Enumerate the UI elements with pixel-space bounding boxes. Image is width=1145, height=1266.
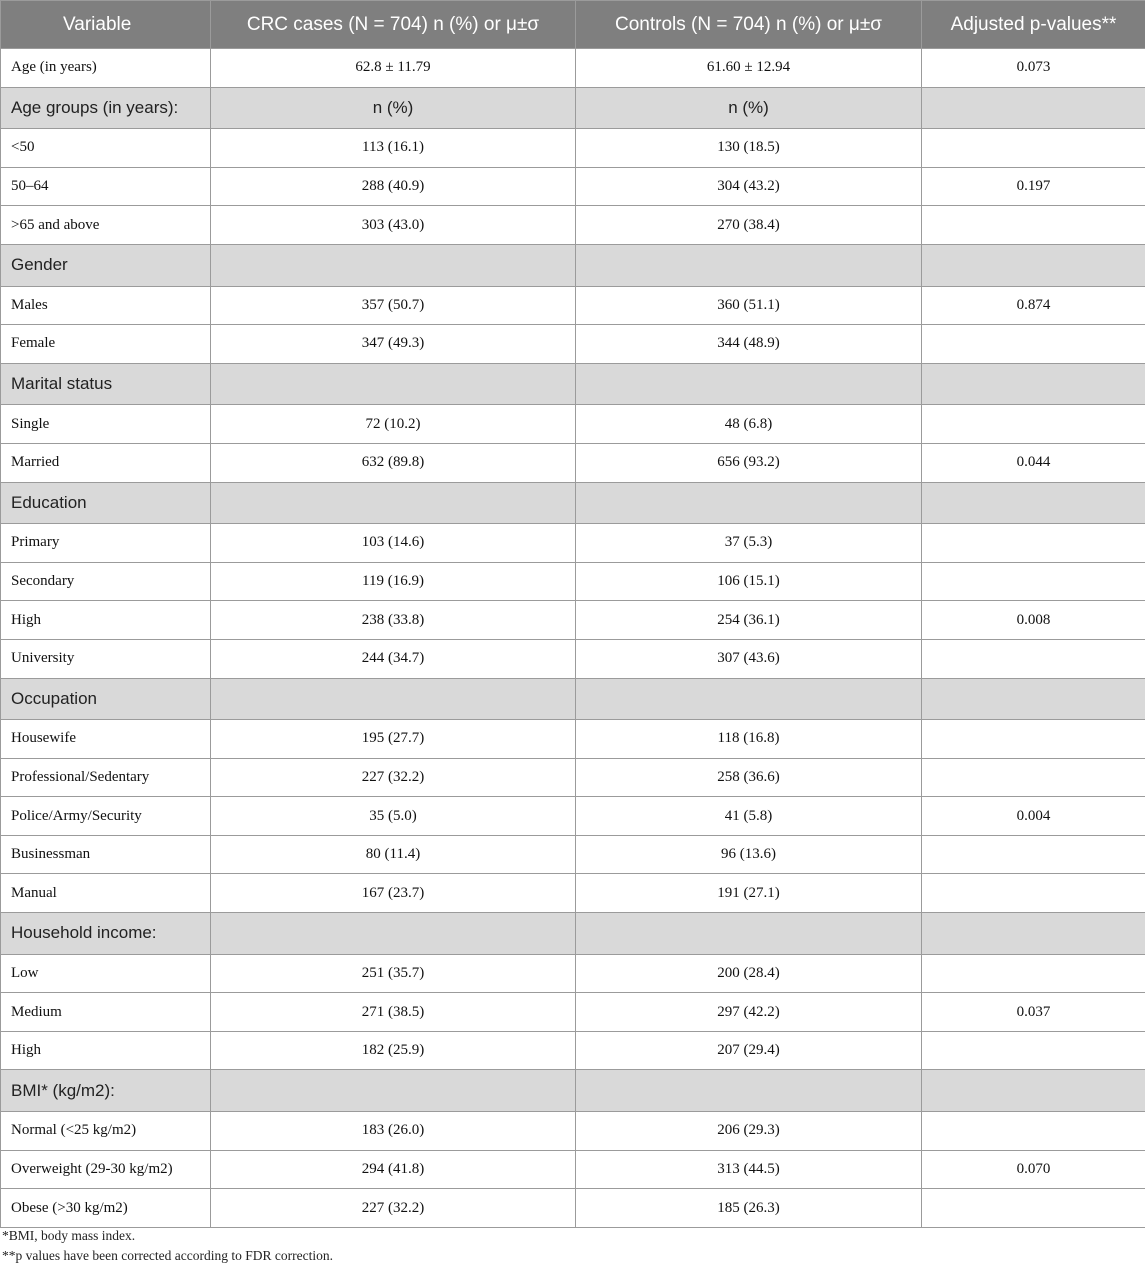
cases-cell: 251 (35.7) [211, 954, 576, 993]
pvalue-cell [922, 524, 1145, 563]
cases-cell: 227 (32.2) [211, 1189, 576, 1228]
controls-cell: 254 (36.1) [576, 601, 922, 640]
label-cell: Occupation [1, 678, 211, 720]
label-cell: Overweight (29-30 kg/m2) [1, 1150, 211, 1189]
label-cell: Males [1, 286, 211, 325]
label-cell: Single [1, 405, 211, 444]
pvalue-cell: 0.073 [922, 49, 1145, 88]
table-row [1, 601, 1145, 640]
table-row [1, 1189, 1145, 1228]
cases-cell: 288 (40.9) [211, 167, 576, 206]
table-body [1, 49, 1145, 1228]
pvalue-cell [922, 363, 1145, 405]
table-row [1, 129, 1145, 168]
table-header [1, 1, 1145, 49]
controls-cell: 37 (5.3) [576, 524, 922, 563]
label-cell: Married [1, 443, 211, 482]
label-cell: High [1, 601, 211, 640]
table-row [1, 49, 1145, 88]
cases-cell: 72 (10.2) [211, 405, 576, 444]
table-row [1, 1150, 1145, 1189]
controls-cell: 307 (43.6) [576, 639, 922, 678]
pvalue-cell [922, 405, 1145, 444]
pvalue-cell [922, 206, 1145, 245]
label-cell: Obese (>30 kg/m2) [1, 1189, 211, 1228]
category-row [1, 482, 1145, 524]
category-row [1, 913, 1145, 955]
controls-cell: 344 (48.9) [576, 325, 922, 364]
table-row [1, 524, 1145, 563]
controls-cell: 360 (51.1) [576, 286, 922, 325]
header-cases: CRC cases (N = 704) n (%) or μ±σ [211, 1, 576, 49]
controls-cell [576, 244, 922, 286]
cases-cell [211, 913, 576, 955]
controls-cell: 48 (6.8) [576, 405, 922, 444]
controls-cell: 185 (26.3) [576, 1189, 922, 1228]
pvalue-cell [922, 87, 1145, 129]
cases-cell: 238 (33.8) [211, 601, 576, 640]
pvalue-cell: 0.004 [922, 797, 1145, 836]
pvalue-cell [922, 562, 1145, 601]
controls-cell [576, 678, 922, 720]
category-row [1, 678, 1145, 720]
cases-cell [211, 1070, 576, 1112]
label-cell: Age (in years) [1, 49, 211, 88]
cases-cell: 182 (25.9) [211, 1031, 576, 1070]
category-row [1, 87, 1145, 129]
pvalue-cell [922, 1189, 1145, 1228]
cases-cell: 195 (27.7) [211, 720, 576, 759]
pvalue-cell: 0.070 [922, 1150, 1145, 1189]
footnote-bmi: *BMI, body mass index. [2, 1228, 136, 1243]
pvalue-cell [922, 678, 1145, 720]
label-cell: Medium [1, 993, 211, 1032]
category-row [1, 244, 1145, 286]
label-cell: <50 [1, 129, 211, 168]
pvalue-cell [922, 720, 1145, 759]
controls-cell: 313 (44.5) [576, 1150, 922, 1189]
cases-cell: 227 (32.2) [211, 758, 576, 797]
label-cell: Household income: [1, 913, 211, 955]
label-cell: Age groups (in years): [1, 87, 211, 129]
controls-cell: n (%) [576, 87, 922, 129]
cases-cell: 632 (89.8) [211, 443, 576, 482]
header-variable: Variable [1, 1, 211, 49]
label-cell: Marital status [1, 363, 211, 405]
pvalue-cell [922, 835, 1145, 874]
pvalue-cell [922, 129, 1145, 168]
cases-cell: 35 (5.0) [211, 797, 576, 836]
cases-cell: 113 (16.1) [211, 129, 576, 168]
label-cell: BMI* (kg/m2): [1, 1070, 211, 1112]
cases-cell: 183 (26.0) [211, 1112, 576, 1151]
table-row [1, 758, 1145, 797]
controls-cell: 656 (93.2) [576, 443, 922, 482]
controls-cell [576, 913, 922, 955]
controls-cell: 258 (36.6) [576, 758, 922, 797]
pvalue-cell: 0.874 [922, 286, 1145, 325]
pvalue-cell: 0.044 [922, 443, 1145, 482]
table-row [1, 286, 1145, 325]
table-row [1, 993, 1145, 1032]
table-row [1, 720, 1145, 759]
cases-cell: 80 (11.4) [211, 835, 576, 874]
header-pvalue: Adjusted p-values** [922, 1, 1145, 49]
table-row [1, 954, 1145, 993]
label-cell: Housewife [1, 720, 211, 759]
pvalue-cell [922, 1070, 1145, 1112]
table-row [1, 443, 1145, 482]
pvalue-cell [922, 244, 1145, 286]
label-cell: Professional/Sedentary [1, 758, 211, 797]
controls-cell: 41 (5.8) [576, 797, 922, 836]
cases-cell: 62.8 ± 11.79 [211, 49, 576, 88]
label-cell: Police/Army/Security [1, 797, 211, 836]
pvalue-cell: 0.197 [922, 167, 1145, 206]
controls-cell: 206 (29.3) [576, 1112, 922, 1151]
label-cell: Low [1, 954, 211, 993]
cases-cell: n (%) [211, 87, 576, 129]
table-row [1, 167, 1145, 206]
controls-cell [576, 1070, 922, 1112]
footnotes [2, 1226, 333, 1266]
controls-cell: 270 (38.4) [576, 206, 922, 245]
category-row [1, 1070, 1145, 1112]
label-cell: Female [1, 325, 211, 364]
cases-cell: 103 (14.6) [211, 524, 576, 563]
pvalue-cell [922, 482, 1145, 524]
pvalue-cell: 0.008 [922, 601, 1145, 640]
table-row [1, 1031, 1145, 1070]
controls-cell: 207 (29.4) [576, 1031, 922, 1070]
cases-cell [211, 363, 576, 405]
pvalue-cell: 0.037 [922, 993, 1145, 1032]
controls-cell: 106 (15.1) [576, 562, 922, 601]
label-cell: Education [1, 482, 211, 524]
table-row [1, 405, 1145, 444]
label-cell: University [1, 639, 211, 678]
controls-cell: 200 (28.4) [576, 954, 922, 993]
controls-cell: 61.60 ± 12.94 [576, 49, 922, 88]
label-cell: >65 and above [1, 206, 211, 245]
controls-cell: 130 (18.5) [576, 129, 922, 168]
pvalue-cell [922, 1031, 1145, 1070]
table-row [1, 835, 1145, 874]
pvalue-cell [922, 639, 1145, 678]
label-cell: Gender [1, 244, 211, 286]
table-row [1, 874, 1145, 913]
controls-cell [576, 363, 922, 405]
cases-cell: 167 (23.7) [211, 874, 576, 913]
cases-cell: 357 (50.7) [211, 286, 576, 325]
cases-cell [211, 678, 576, 720]
table-row [1, 797, 1145, 836]
category-row [1, 363, 1145, 405]
pvalue-cell [922, 874, 1145, 913]
controls-cell: 304 (43.2) [576, 167, 922, 206]
table-row [1, 325, 1145, 364]
table-row [1, 1112, 1145, 1151]
cases-cell: 303 (43.0) [211, 206, 576, 245]
label-cell: Primary [1, 524, 211, 563]
label-cell: Manual [1, 874, 211, 913]
controls-cell: 191 (27.1) [576, 874, 922, 913]
table-row [1, 206, 1145, 245]
label-cell: Normal (<25 kg/m2) [1, 1112, 211, 1151]
table-row [1, 562, 1145, 601]
label-cell: 50–64 [1, 167, 211, 206]
pvalue-cell [922, 913, 1145, 955]
header-controls: Controls (N = 704) n (%) or μ±σ [576, 1, 922, 49]
pvalue-cell [922, 1112, 1145, 1151]
controls-cell: 96 (13.6) [576, 835, 922, 874]
label-cell: High [1, 1031, 211, 1070]
cases-cell: 294 (41.8) [211, 1150, 576, 1189]
cases-cell: 244 (34.7) [211, 639, 576, 678]
cases-cell: 271 (38.5) [211, 993, 576, 1032]
table-row [1, 639, 1145, 678]
cases-cell [211, 244, 576, 286]
pvalue-cell [922, 954, 1145, 993]
pvalue-cell [922, 758, 1145, 797]
label-cell: Secondary [1, 562, 211, 601]
pvalue-cell [922, 325, 1145, 364]
controls-cell [576, 482, 922, 524]
controls-cell: 297 (42.2) [576, 993, 922, 1032]
footnote-fdr: **p values have been corrected according to FDR correction. [2, 1248, 333, 1263]
cases-cell: 119 (16.9) [211, 562, 576, 601]
cases-cell: 347 (49.3) [211, 325, 576, 364]
label-cell: Businessman [1, 835, 211, 874]
controls-cell: 118 (16.8) [576, 720, 922, 759]
cases-cell [211, 482, 576, 524]
